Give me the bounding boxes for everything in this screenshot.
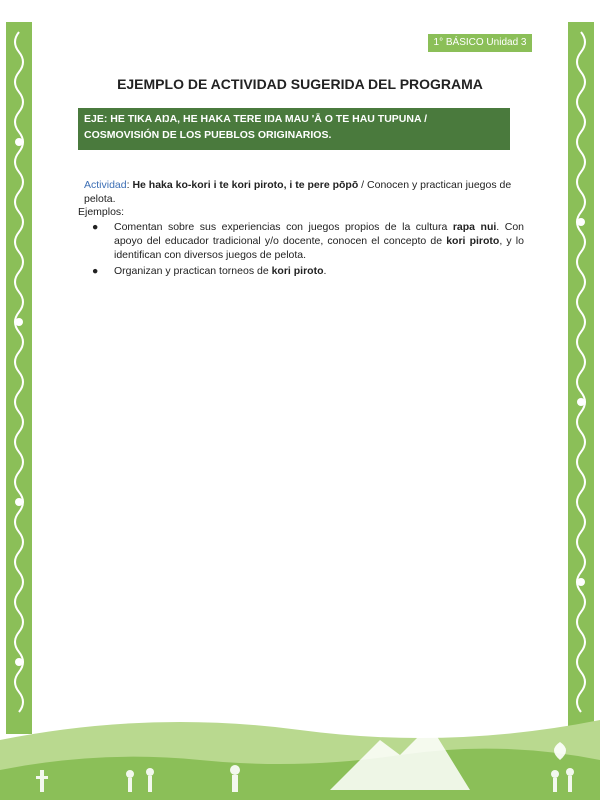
example-bold: kori piroto <box>271 265 324 277</box>
activity-translation: Conocen y practican juegos de pelota. <box>84 179 512 205</box>
examples-heading: Ejemplos: <box>78 206 125 218</box>
landscape-footer-illustration <box>0 700 600 800</box>
example-text: . <box>323 265 327 277</box>
example-text: Comentan sobre sus experiencias con juegos propios de la cultura <box>114 221 453 233</box>
activity-line: Actividad: He haka ko-kori i te kori piroto, i te pere pōpō / Conocen y practican juegos de pelota. <box>84 179 512 205</box>
example-text: . Con apoyo del educador tradicional y/o docente, conocen el concepto de <box>114 221 524 247</box>
activity-label: Actividad <box>84 179 127 191</box>
activity-separator: / <box>358 179 368 191</box>
example-bold: kori piroto <box>446 235 500 247</box>
bullet-icon: ● <box>92 221 99 233</box>
activity-title: He haka ko-kori i te kori piroto, i te pere pōpō <box>132 179 359 191</box>
page-title: EJEMPLO DE ACTIVIDAD SUGERIDA DEL PROGRAMA <box>117 76 483 92</box>
right-decorative-border <box>568 22 594 734</box>
pattern-icon <box>568 22 594 734</box>
pattern-icon <box>6 22 32 734</box>
list-item <box>88 220 524 262</box>
example-bold: rapa nui <box>452 221 497 233</box>
left-decorative-border <box>6 22 32 734</box>
eje-banner: EJE: HE TIKA AŊA, HE HAKA TERE IŊA MAU 'Ā O TE HAU TUPUNA / COSMOVISIÓN DE LOS PUEBLOS ORIGINARIOS. <box>78 108 510 150</box>
examples-list <box>88 220 524 280</box>
list-item <box>88 264 524 278</box>
example-text: , y lo identifican con diversos juegos de pelota. <box>114 235 524 261</box>
grade-unit-badge: 1° BÁSICO Unidad 3 <box>428 34 532 52</box>
example-text: Organizan y practican torneos de <box>114 265 272 277</box>
bullet-icon: ● <box>92 265 99 277</box>
